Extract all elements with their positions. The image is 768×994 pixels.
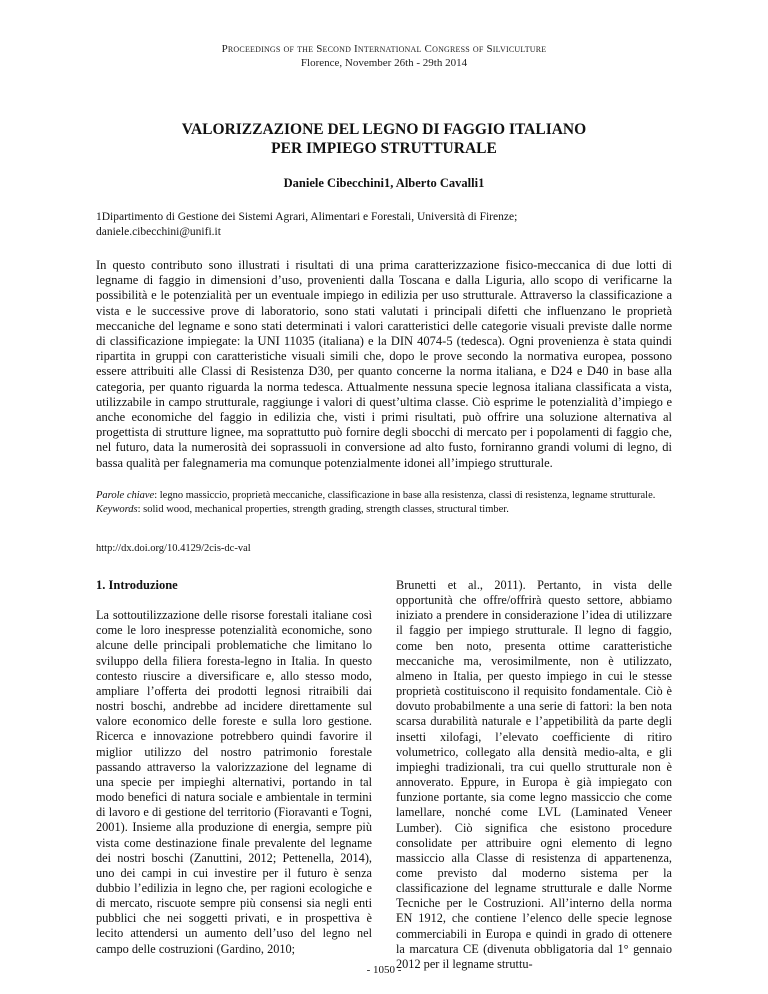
keywords-block xyxy=(96,489,672,516)
abstract xyxy=(96,258,672,471)
title-line-1: VALORIZZAZIONE DEL LEGNO DI FAGGIO ITALIANO xyxy=(181,121,587,138)
keywords-english-text: : solid wood, mechanical properties, strength grading, strength classes, structural timber. xyxy=(137,503,509,515)
author-email: daniele.cibecchini@unifi.it xyxy=(96,226,221,238)
right-column xyxy=(396,578,672,972)
affiliation-line: 1Dipartimento di Gestione dei Sistemi Agrari, Alimentari e Forestali, Università di Firenze; xyxy=(96,211,518,223)
paper-title xyxy=(0,120,768,158)
authors: Daniele Cibecchini1, Alberto Cavalli1 xyxy=(283,176,485,190)
keywords-italian xyxy=(96,489,672,503)
running-header xyxy=(0,42,768,70)
affiliation xyxy=(96,210,686,240)
keywords-english-label: Keywords xyxy=(96,503,138,515)
doi-link[interactable]: http://dx.doi.org/10.4129/2cis-dc-val xyxy=(96,543,251,554)
page-number: - 1050 - xyxy=(366,964,402,976)
header-location-date: Florence, November 26th - 29th 2014 xyxy=(300,57,468,69)
left-column-text: La sottoutilizzazione delle risorse forestali italiane così come le loro inespresse potenzialità economiche, sono alcune delle principali problematiche che limitano lo sviluppo della filiera foresta-legno in Italia. In questo contesto riuscire a diversificare e, allo stesso modo, ampliare l’offerta dei prodotti legnosi ritraibili dai nostri boschi, andrebbe ad incidere direttamente sul valore economico delle foreste e sulla loro gestione. Ricerca e innovazione potrebbero quindi favorire il miglior utilizzo del nostro patrimonio forestale passando attraverso la valorizzazione del legname di una specie per impieghi alternativi, portando in tal modo benefici di natura sociale e ambientale in termini di lavoro e di gestione del territorio (Fioravanti e Togni, 2001). Insieme alla produzione di energia, sempre più vista come destinazione finale prevalente del legname dei nostri boschi (Zanuttini, 2012; Pettenella, 2014), uno dei campi in cui investire per il futuro è senza dubbio l’edilizia in legno che, per ragioni ecologiche e di mercato, riscuote sempre più consensi sia negli enti pubblici che nei soggetti privati, e in prospettiva è lecito attendersi un aumento dell’uso del legno nel campo delle costruzioni (Gardino, 2010; xyxy=(96,608,372,956)
abstract-text: In questo contributo sono illustrati i risultati di una prima caratterizzazione fisico-meccanica di due lotti di legname di faggio in dimensioni d’uso, provenienti dalla Toscana e dalla Liguria, allo scopo di verificarne la possibilità e le potenzialità per un eventuale impiego in edilizia per uso strutturale. Attraverso la classificazione a vista e le successive prove di laboratorio, sono stati valutati i principali difetti che influenzano le proprietà meccaniche del legname e sono stati determinati i valori caratteristici delle categorie visuali previste dalle norme di classificazione impiegate: la UNI 11035 (italiana) e la DIN 4074-5 (tedesca). Ogni provenienza è stata quindi ripartita in gruppi con caratteristiche visuali simili che, dopo le prove secondo la normativa europea, possono essere attribuiti alle Classi di Resistenza D30, per quanto concerne la norma italiana, e D24 e D40 in base alla categoria, per quanto riguarda la norma tedesca. Attualmente nessuna specie legnosa italiana classificata a vista, utilizzabile in campo strutturale, raggiunge i valori di quest’ultima classe. Ciò esprime le potenzialità d’impiego e anche economiche del faggio in edilizia che, visti i primi risultati, può offrire una soluzione alternativa al progettista di strutture lignee, ma soprattutto può fornire degli sbocchi di mercato per i popolamenti di faggio che, nel futuro, data la numerosità dei soprassuoli in conversione ad alto fusto, forniranno grandi volumi di legno, di bassa qualità per falegnameria ma comunque potenzialmente idonei all’impiego strutturale. xyxy=(96,258,672,470)
left-column xyxy=(96,578,372,957)
keywords-italian-label: Parole chiave xyxy=(96,490,155,501)
keywords-italian-text: : legno massiccio, proprietà meccaniche, classificazione in base alla resistenza, classi di resistenza, legname strutturale. xyxy=(154,490,656,501)
keywords-english xyxy=(96,503,672,517)
section-heading: 1. Introduzione xyxy=(96,578,178,592)
header-proceedings: Proceedings of the Second International Congress of Silviculture xyxy=(221,43,547,55)
title-line-2: PER IMPIEGO STRUTTURALE xyxy=(271,140,497,157)
right-column-text: Brunetti et al., 2011). Pertanto, in vista delle opportunità che offre/offrirà questo settore, abbiamo iniziato a prendere in considerazione l’idea di utilizzare il faggio per impiego strutturale. Il legno di faggio, come ben noto, presenta ottime caratteristiche meccaniche ma, verosimilmente, non è utilizzato, almeno in Italia, per questo impiego in cui le stesse proprietà costituiscono il requisito fondamentale. Ciò è dovuto probabilmente a una serie di fattori: la ben nota scarsa durabilità naturale e l’appetibilità da parte degli insetti xilofagi, l’elevato coefficiente di ritiro volumetrico, collegato alla densità medio-alta, e gli impieghi tradizionali, tra cui quello strutturale non è annoverato. Eppure, in Europa è già impiegato con funzione portante, sia come legno massiccio che come lamellare, nonché come LVL (Laminated Veneer Lumber). Ciò significa che esistono procedure consolidate per attribuire ogni elemento di legno massiccio alla Classe di resistenza di appartenenza, come previsto dal moderno sistema per la classificazione del legname strutturale e dalle Norme Tecniche per le Costruzioni. All’interno della norma EN 1912, che contiene l’elenco delle specie legnose commerciabili in Europa e quindi in grado di ottenere la marcatura CE (divenuta obbligatoria dal 1° gennaio 2012 per il legname struttu- xyxy=(396,578,672,971)
